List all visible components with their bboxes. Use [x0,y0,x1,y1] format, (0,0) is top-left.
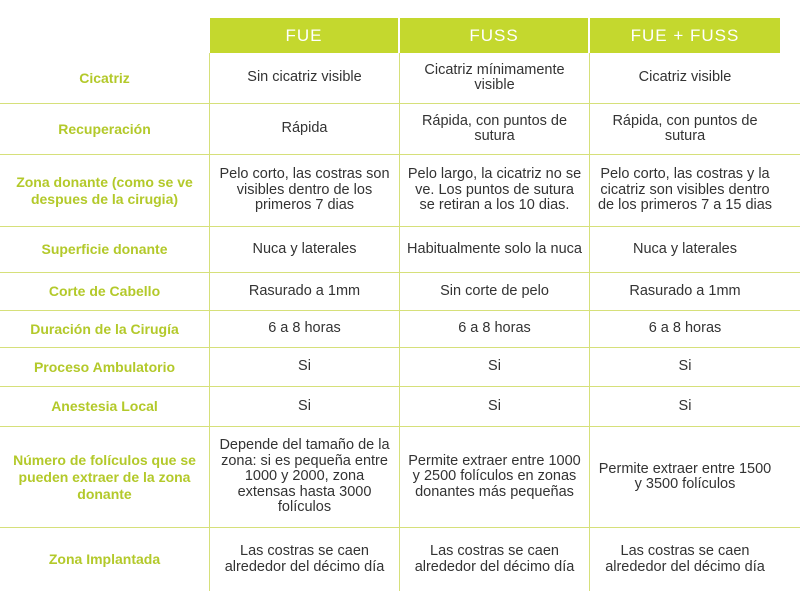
table-row [0,311,800,348]
row-label: Zona Implantada [0,528,210,591]
table-cell: Depende del tamaño de la zona: si es pequeña entre 1000 y 2000, zona extensas hasta 3000 folículos [210,427,400,527]
table-cell: Las costras se caen alrededor del décimo día [605,543,765,575]
header-fue: FUE [210,18,400,53]
row-label: Duración de la Cirugía [0,311,210,347]
header-fue-fuss: FUE + FUSS [590,18,780,53]
table-cell: Si [678,397,692,414]
table-cell: 6 a 8 horas [210,311,400,347]
table-row [0,387,800,427]
table-cell: Habitualmente solo la nuca [400,227,590,272]
header-empty-cell [0,18,210,53]
table-cell: Rasurado a 1mm [210,273,400,310]
table-cell: Si [400,387,590,426]
table-cell: Si [210,348,400,386]
table-cell: Cicatriz mínimamente visible [400,53,590,103]
table-cell: Rápida, con puntos de sutura [400,104,590,154]
table-cell: Sin cicatriz visible [210,53,400,103]
row-label: Proceso Ambulatorio [0,348,210,386]
table-cell: Nuca y laterales [633,240,737,257]
table-cell: Las costras se caen alrededor del décimo día [210,528,400,591]
table-cell: Nuca y laterales [210,227,400,272]
table-cell: Cicatriz visible [638,69,732,86]
table-cell: Las costras se caen alrededor del décimo día [400,528,590,591]
table-cell: 6 a 8 horas [400,311,590,347]
table-row [0,528,800,591]
table-row [0,427,800,528]
row-label: Superficie donante [0,227,210,272]
table-cell: Permite extraer entre 1500 y 3500 folículos [598,460,772,492]
table-cell: Pelo corto, las costras y la cicatriz son visibles dentro de los primeros 7 a 15 dias [597,166,773,214]
table-row [0,104,800,155]
table-cell: Rápida [210,104,400,154]
table-row [0,155,800,227]
header-row [0,18,800,53]
row-label: Corte de Cabello [0,273,210,310]
table-cell: Sin corte de pelo [400,273,590,310]
table-cell: Rasurado a 1mm [629,282,741,299]
table-row [0,227,800,273]
table-cell: Si [400,348,590,386]
row-label: Recuperación [0,104,210,154]
table-cell: Si [678,358,692,375]
table-cell: Pelo largo, la cicatriz no se ve. Los puntos de sutura se retiran a los 10 dias. [400,155,590,226]
row-label: Zona donante (como se ve despues de la cirugia) [0,155,210,226]
header-fuss: FUSS [400,18,590,53]
table-cell: Permite extraer entre 1000 y 2500 folículos en zonas donantes más pequeñas [400,427,590,527]
table-row [0,273,800,311]
row-label: Número de folículos que se pueden extraer de la zona donante [0,427,210,527]
row-label: Cicatriz [0,53,210,103]
table-cell: Si [210,387,400,426]
table-cell: Rápida, con puntos de sutura [612,112,758,144]
table-cell: 6 a 8 horas [648,320,722,337]
table-row [0,53,800,104]
row-label: Anestesia Local [0,387,210,426]
table-cell: Pelo corto, las costras son visibles dentro de los primeros 7 dias [210,155,400,226]
table-row [0,348,800,387]
